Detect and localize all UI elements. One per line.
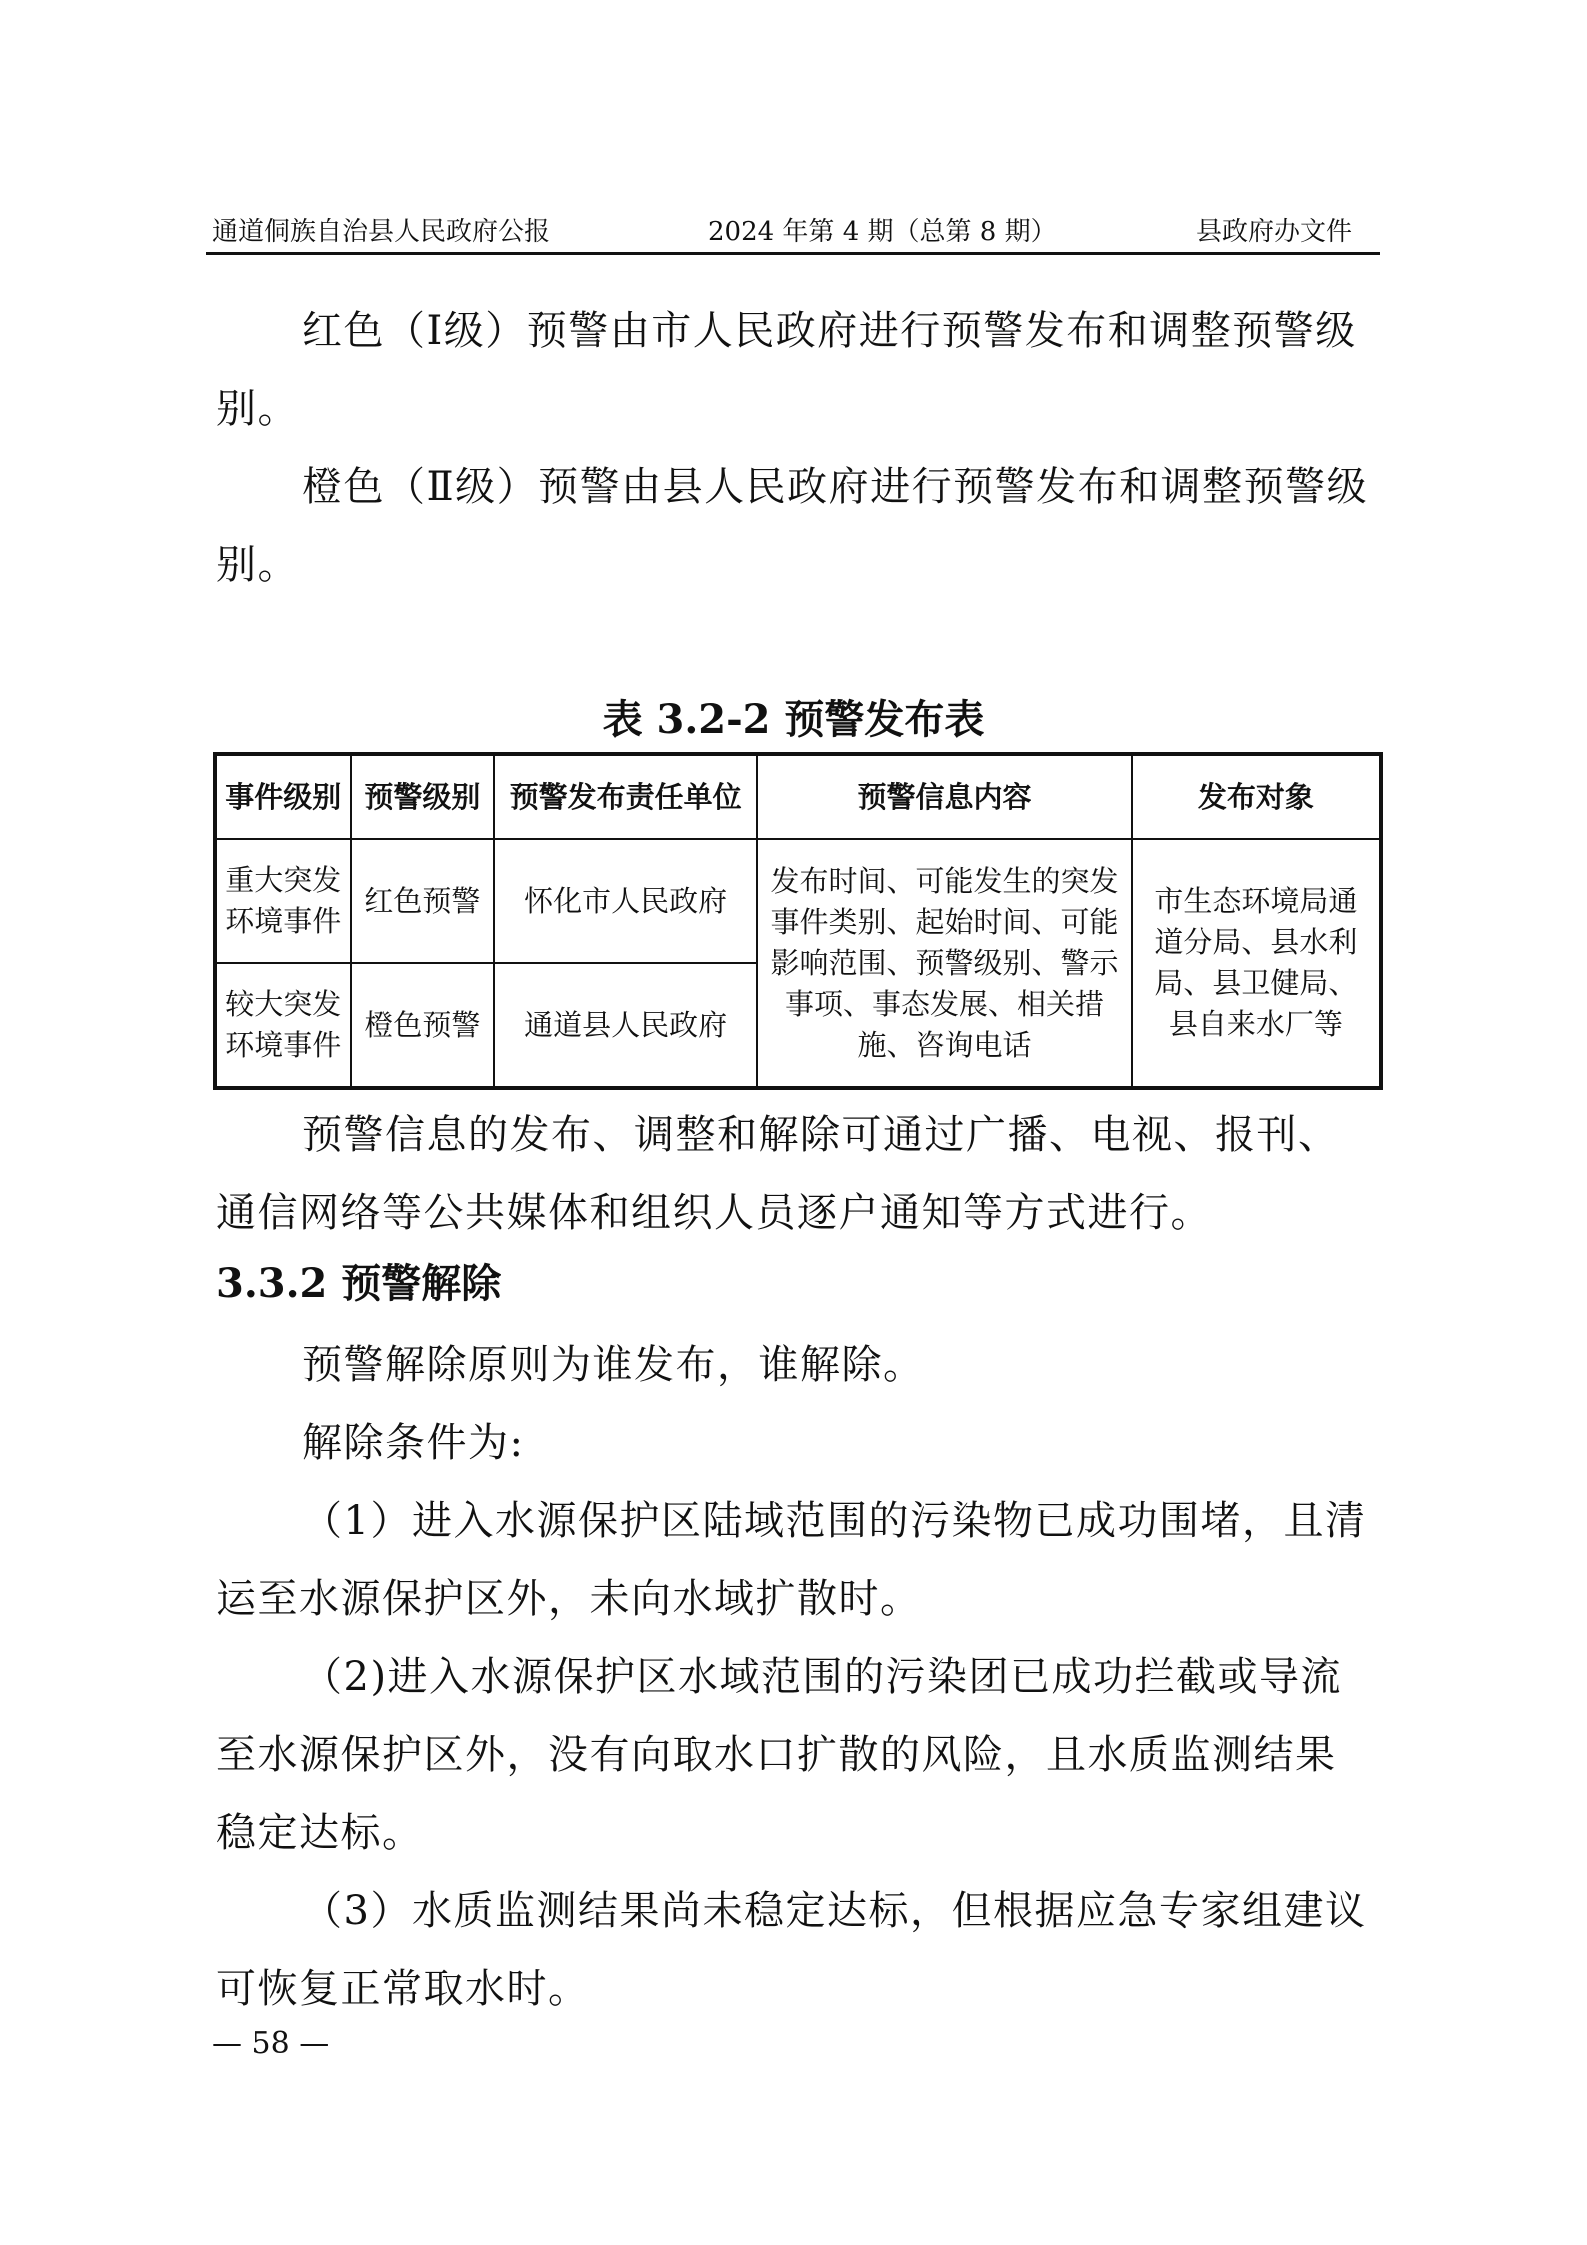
column-header-responsible-unit: 预警发布责任单位 <box>494 754 757 839</box>
header-section: 县政府办文件 <box>1195 217 1352 247</box>
cell-warning-level: 红色预警 <box>351 839 495 963</box>
column-header-warning-level: 预警级别 <box>351 754 495 839</box>
cell-warning-level: 橙色预警 <box>351 963 495 1088</box>
paragraph-condition-3: （3）水质监测结果尚未稳定达标，但根据应急专家组建议可恢复正常取水时。 <box>216 1888 1367 2012</box>
paragraph-release-channels: 预警信息的发布、调整和解除可通过广播、电视、报刊、通信网络等公共媒体和组织人员逐户通知等方式进行。 <box>216 1112 1340 1236</box>
header-issue: 2024 年第 4 期（总第 8 期） <box>708 217 1057 247</box>
column-header-release-target: 发布对象 <box>1132 754 1381 839</box>
paragraph-orange-warning: 橙色（Ⅱ级）预警由县人民政府进行预警发布和调整预警级别。 <box>216 464 1369 588</box>
cell-event-level: 重大突发环境事件 <box>215 839 351 963</box>
cell-event-level: 较大突发环境事件 <box>215 963 351 1088</box>
paragraph-conditions-intro: 解除条件为: <box>302 1420 525 1466</box>
column-header-warning-content: 预警信息内容 <box>757 754 1132 839</box>
header-publication: 通道侗族自治县人民政府公报 <box>212 217 551 247</box>
paragraph-release-principle: 预警解除原则为谁发布，谁解除。 <box>302 1342 925 1388</box>
cell-release-target: 市生态环境局通道分局、县水利局、县卫健局、县自来水厂等 <box>1132 839 1381 1088</box>
paragraph-condition-1: （1）进入水源保护区陆域范围的污染物已成功围堵，且清运至水源保护区外，未向水域扩散时。 <box>216 1498 1367 1622</box>
cell-responsible-unit: 通道县人民政府 <box>494 963 757 1088</box>
paragraph-condition-2: （2)进入水源保护区水域范围的污染团已成功拦截或导流至水源保护区外，没有向取水口扩散的风险，且水质监测结果稳定达标。 <box>216 1654 1343 1856</box>
table-row <box>215 839 1381 963</box>
table-header-row <box>215 754 1381 839</box>
page-number: — 58 — <box>212 2026 330 2061</box>
column-header-event-level: 事件级别 <box>215 754 351 839</box>
cell-warning-content: 发布时间、可能发生的突发事件类别、起始时间、可能影响范围、预警级别、警示事项、事态发展、相关措施、咨询电话 <box>757 839 1132 1088</box>
page-header <box>206 212 1380 255</box>
section-heading: 3.3.2 预警解除 <box>216 1260 502 1307</box>
warning-release-table <box>213 752 1383 1090</box>
cell-responsible-unit: 怀化市人民政府 <box>494 839 757 963</box>
paragraph-red-warning: 红色（Ⅰ级）预警由市人民政府进行预警发布和调整预警级别。 <box>216 308 1357 432</box>
table-title: 表 3.2-2 预警发布表 <box>602 696 985 743</box>
